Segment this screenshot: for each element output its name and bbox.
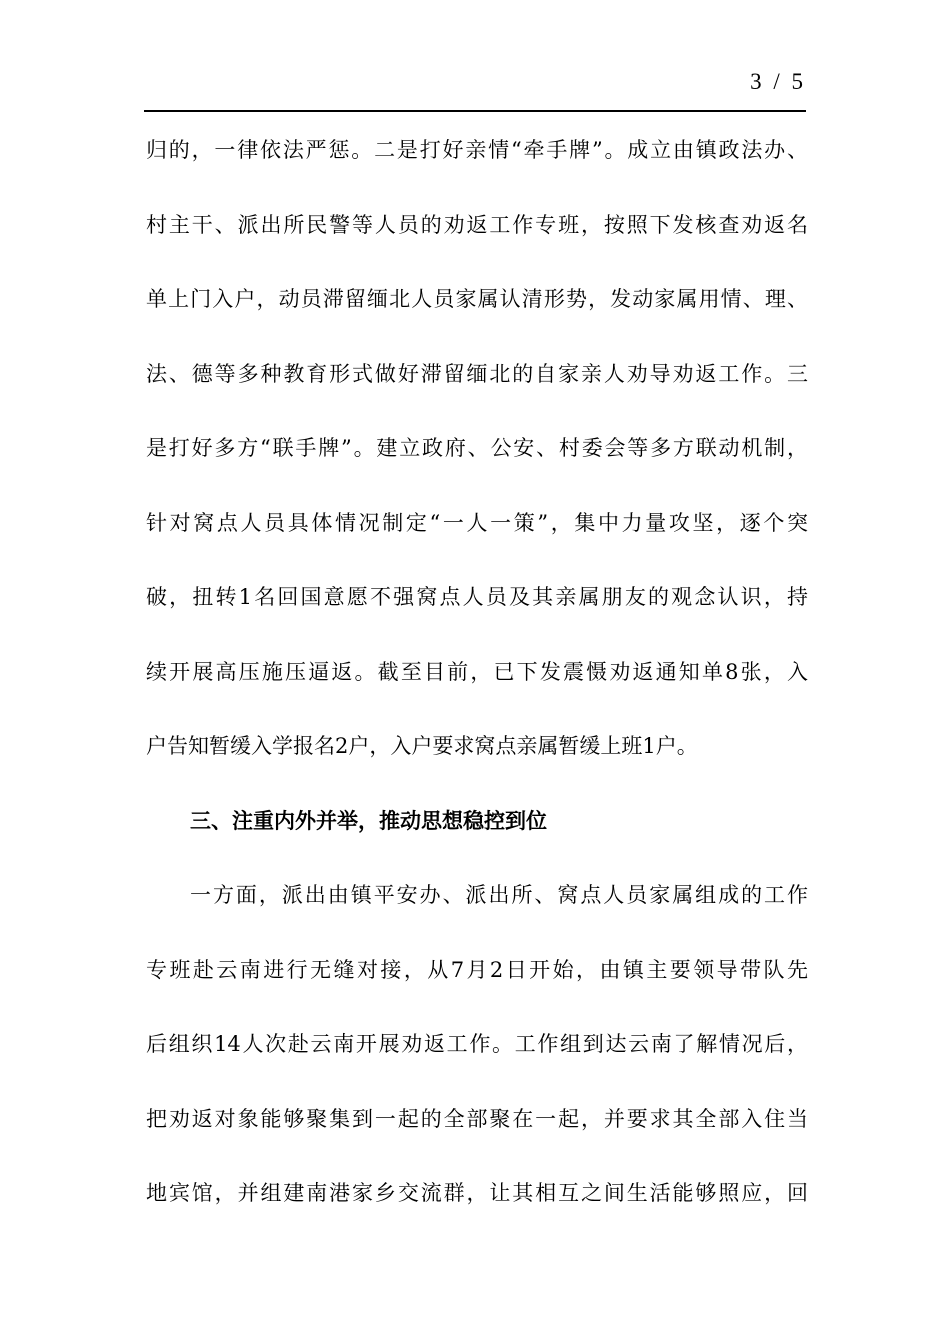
paragraph-line: 专班赴云南进行无缝对接，从7月2日开始，由镇主要领导带队先 (146, 957, 808, 982)
paragraph-line: 一方面，派出由镇平安办、派出所、窝点人员家属组成的工作 (190, 883, 808, 907)
document-body (146, 113, 808, 1231)
paragraph-line: 后组织14人次赴云南开展劝返工作。工作组到达云南了解情况后， (146, 1032, 808, 1056)
header-rule (144, 110, 806, 112)
paragraph-line: 归的，一律依法严惩。二是打好亲情“牵手牌”。成立由镇政法办、 (146, 138, 808, 162)
paragraph-line: 续开展高压施压逼返。截至目前，已下发震慑劝返通知单8张，入 (146, 659, 808, 684)
paragraph-line: 法、德等多种教育形式做好滞留缅北的自家亲人劝导劝返工作。三 (146, 361, 808, 386)
paragraph-line: 把劝返对象能够聚集到一起的全部聚在一起，并要求其全部入住当 (146, 1106, 808, 1131)
paragraph-line: 户告知暂缓入学报名2户，入户要求窝点亲属暂缓上班1户。 (146, 734, 698, 758)
page-number: 3 / 5 (750, 69, 806, 94)
section-heading: 三、注重内外并举，推动思想稳控到位 (190, 808, 547, 833)
paragraph-line: 地宾馆，并组建南港家乡交流群，让其相互之间生活能够照应，回 (146, 1181, 808, 1205)
paragraph-line: 破，扭转1名回国意愿不强窝点人员及其亲属朋友的观念认识，持 (146, 585, 808, 609)
paragraph-line: 单上门入户，动员滞留缅北人员家属认清形势，发动家属用情、理、 (146, 287, 808, 311)
paragraph-line: 村主干、派出所民警等人员的劝返工作专班，按照下发核查劝返名 (146, 212, 808, 237)
paragraph-line: 是打好多方“联手牌”。建立政府、公安、村委会等多方联动机制， (146, 436, 808, 460)
paragraph-line: 针对窝点人员具体情况制定“一人一策”，集中力量攻坚，逐个突 (146, 510, 808, 535)
